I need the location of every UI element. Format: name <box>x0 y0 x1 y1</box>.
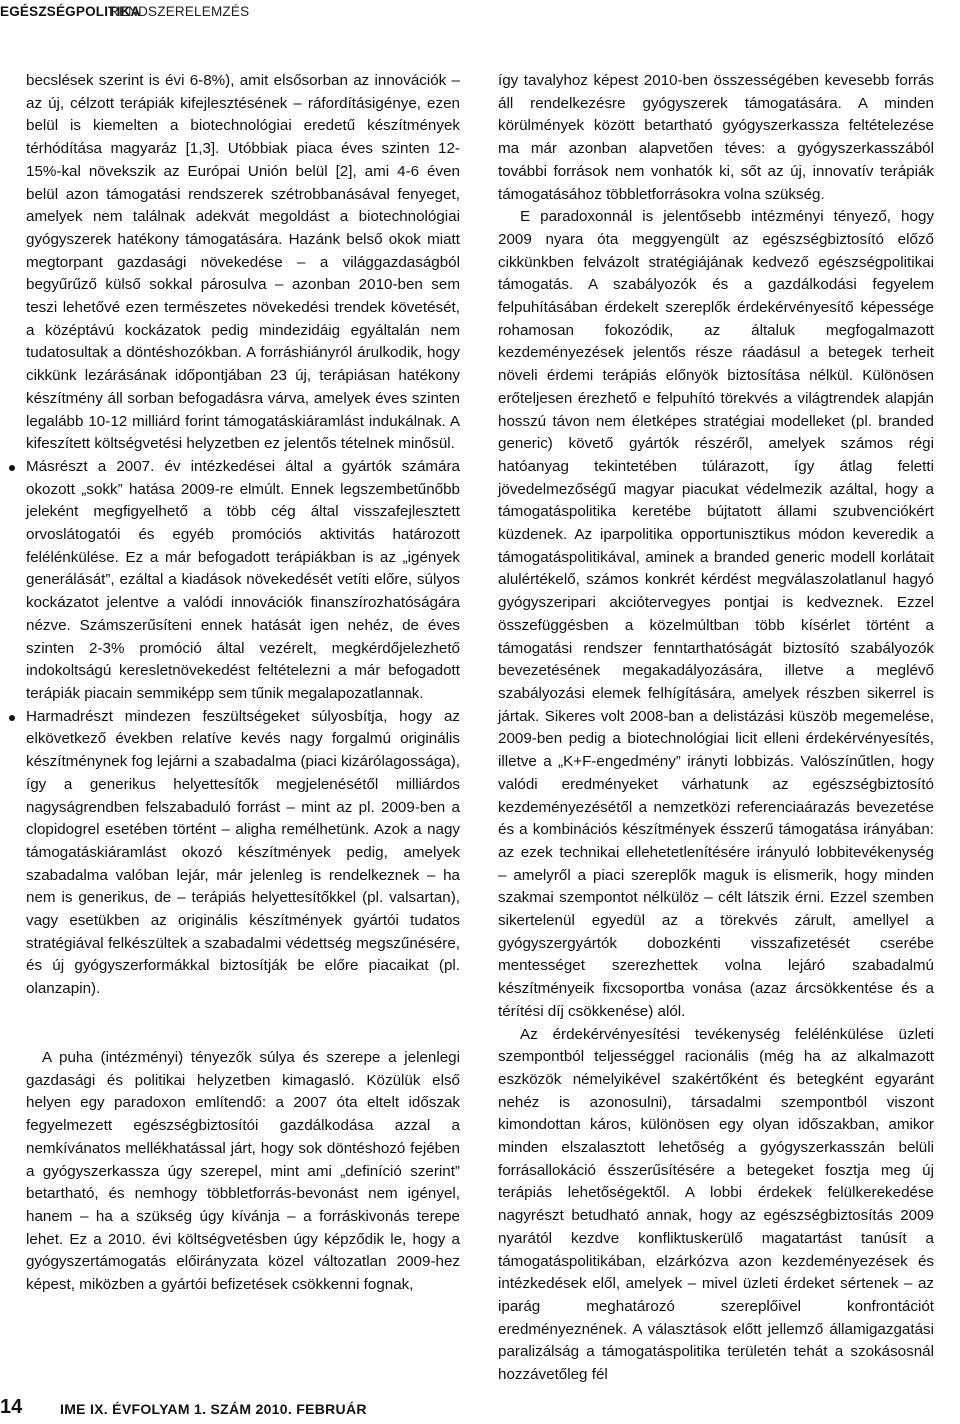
section-title: EGÉSZSÉGPOLITIKA <box>0 4 141 19</box>
journal-issue: IME IX. ÉVFOLYAM 1. SZÁM 2010. FEBRUÁR <box>60 1401 367 1417</box>
left-column-tail <box>26 1047 460 1297</box>
left-paragraph-1: becslések szerint is évi 6-8%), amit elsősorban az innovációk – az új, célzott terápiák kifejlesztésének – ráfordításigénye, ezen belül is kiemelten a biotechnológiai eredetű készítmények térhódítása magyaráz [1,3]. Utóbbiak piaca éves szinten 12-15%-kal növekszik az Európai Unión belül [2], ami 4-6 éven belül azon támogatási rendszerek szétrobbanásával fenyeget, amelyek nem találnak adekvát megoldást a biotechnológiai gyógyszerek hatékony támogatására. Hazánk belső okok miatt megtorpant gazdasági növekedése – a világgazdaságból begyűrűző külső sokkal párosulva – azonban 2010-ben sem teszi lehetővé ezen természetes növekedési trendek követését, a középtávú kockázatok pedig mindezidáig egyáltalán nem tudatosultak a döntéshozókban. A forráshiányról árulkodik, hogy cikkünk lezárásának időpontjában 23 új, terápiásan hatékony készítmény áll sorban befogadásra várva, amelyek éves szinten legalább 10-12 milliárd forint támogatáskiáramlást indukálnak. A kifeszített költségvetési helyzetben ez jelentős tételnek minősül. <box>26 72 460 453</box>
bullet-item-3 <box>26 706 460 1001</box>
right-paragraph-1: így tavalyhoz képest 2010-ben összességében kevesebb forrás áll rendelkezésre gyógyszerek támogatására. A minden körülmények között betartható gyógyszerkassza feltételezése ma már azonban alapvetően téves: a gyógyszerkasszából további források nem vonhatók ki, sőt az új, innovatív terápiák támogatásához többletforrásokra volna szükség. <box>498 72 934 203</box>
right-column <box>498 70 934 1387</box>
right-paragraph-2: E paradoxonnál is jelentősebb intézményi tényező, hogy 2009 nyara óta meggyengült az egészségbiztosító előző cikkünkben felvázolt stratégiájának kedvező egészségpolitikai támogatás. A szabályozók és a gazdálkodási fegyelem felpuhításában érdekelt szereplők érdekérvényesítő képessége rohamosan fokozódik, az általuk megfogalmazott kezdeményezések jelentős része ráadásul a betegek terheit növeli érdemi terápiás előnyök biztosítása nélkül. Különösen erőteljesen érezhető e felpuhító törekvés a világtrendek alapján hosszú távon nem életképes stratégiai modelleket (pl. branded generic) követő gyártók részéről, amelyek számos régi hatóanyag tekintetében túlárazott, így átlag feletti jövedelmezőségű magyar piacukat védelmezik azáltal, hogy a támogatáspolitika keretébe bújtatott állami szubvenciókért küzdenek. Az iparpolitika opportunisztikus módon keveredik a támogatáspolitikával, aminek a branded generic modell korlátait alulértékelő, számos konkrét kérdést megválaszolatlanul hagyó gyógyszeripari akciótervegyes pontjai is kedveznek. Ezzel összefüggésben a közelmúltban több kísérlet történt a támogatási rendszer fenntarthatóságát biztosító szabályozók bevezetésének megakadályozására, illetve a meglévő szabályozási elemek felhígítására, amelyek részben sikerrel is jártak. Sikeres volt 2008-ban a delistázási küszöb megemelése, 2009-ben pedig a biotechnológiai licit elleni érdekérvényesítés, illetve a „K+F-engedmény” irányti lobbizás. Valószínűtlen, hogy valódi eredményeket várhatunk az egészségbiztosító kezdeményezésétől a nemzetközi referenciaárazás bevezetése és a kombinációs készítmények ésszerű támogatása irányában: az ezek technikai ellehetetlenítésére irányuló lobbitevékenység – amelyről a piaci szereplők maguk is elismerik, hogy minden szakmai szempontot nélkülöz – célt látszik érni. Ezzel szemben sikertelenül egyedül az a törekvés zárult, amellyel a gyógyszergyártók dobozkénti visszafizetését cserébe mentességet szerezhettek volna lejáró szabadalmú készítményeik fixcsoportba vonása (azaz árcsökkentése és a térítési díj csökkenése) alól. <box>498 208 934 1020</box>
page-header <box>0 0 960 28</box>
subsection-title: RENDSZERELEMZÉS <box>109 4 250 19</box>
left-column <box>26 70 460 1001</box>
left-paragraph-tail: A puha (intézményi) tényezők súlya és szerepe a jelenlegi gazdasági és politikai helyzetben kimagasló. Közülük első helyen egy paradoxon említendő: a 2007 óta eltelt időszak fegyelmezett egészségbiztosítói gazdálkodása azzal a nemkívánatos mellékhatással járt, hogy sok döntéshozó fejében a gyógyszerkassza úgy szerepel, mint ami „definíció szerint” betartható, és nemhogy többletforrás-bevonást nem igényel, hanem – ha a szükség úgy kívánja – a forráskivonás terepe lehet. Ez a 2010. évi költségvetésben úgy képződik le, hogy a gyógyszertámogatás előirányzata közel változatlan 2009-hez képest, miközben a gyártói befizetések csökkenni fognak, <box>26 1049 460 1294</box>
bullet-text-3: Harmadrészt mindezen feszültségeket súlyosbítja, hogy az elkövetkező években relatíve kevés nagy forgalmú originális készítménynek fog lejárni a szabadalma (piaci kizárólagossága), így a generikus helyettesítők megjelenésétől milliárdos nagyságrendben felszabaduló forrást – mint az pl. 2009-ben a clopidogrel esetében történt – aligha remélhetünk. Azok a nagy támogatáskiáramlást okozó készítmények pedig, amelyek szabadalma valóban lejár, már jelenleg is rendelkeznek – ha nem is generikus, de – terápiás helyettesítőkkel (pl. valsartan), vagy esetükben az originális készítmények gyártói tudatos stratégiával felkészültek a szabadalmi védettség megszűnésére, és új gyógyszerformákkal biztosítják be előre piacaikat (pl. olanzapin). <box>26 707 460 998</box>
right-paragraph-3: Az érdekérvényesítési tevékenység felélénkülése üzleti szempontból teljességgel racionális (még ha az alkalmazott eszközök némelyikével szakértőként és betegként egyaránt nehéz is azonosulni), társadalmi szempontból viszont kimondottan káros, különösen egy olyan időszakban, amikor minden elszalasztott lehetőség a gyógyszerkasszán belüli forrásallokáció ésszerűsítésére a betegeket fosztja meg új terápiás lehetőségektől. A lobbi érdekek felülkerekedése nagyrészt betudható annak, hogy az egészségbiztosítás 2009 nyarától kezdve konfliktuskerülő magatartást tanúsít a támogatáspolitikában, elzárkózva azon kezdeményezések és intézkedések elől, amelyek – mivel üzleti érdeket sértenek – az iparág meghatározó szereplőivel konfrontációt eredményeznének. A választások előtt jellemző államigazgatási paralizálság a támogatáspolitika területén tehát a szokásosnál hozzávetőleg fél <box>498 1025 934 1384</box>
page-number: 14 <box>0 1396 23 1418</box>
bullet-item-2 <box>26 456 460 706</box>
bullet-icon <box>9 715 15 721</box>
page-footer <box>0 1396 960 1424</box>
bullet-text-2: Másrészt a 2007. év intézkedései által a gyártók számára okozott „sokk” hatása 2009-re elmúlt. Ennek legszembetűnőbb jeleként megfigyelhető a több cég által visszafejlesztett orvoslátogatói és egyéb promóciós aktivitás határozott felélénkülése. Ez a már befogadott terápiákban is az „igények generálását”, ezáltal a kiadások növekedését vetíti előre, súlyos kockázatot jelentve a valódi innovációk finanszírozhatóságára nézve. Számszerűsíteni ennek hatását igen nehéz, de éves szinten 2-3% promóció által vezérelt, megkérdőjelezhető indokoltságú keresletnövekedést feltételezni a már befogadott terápiák piacain semmiképp sem tűnik megalapozatlannak. <box>26 457 460 702</box>
bullet-icon <box>9 465 15 471</box>
